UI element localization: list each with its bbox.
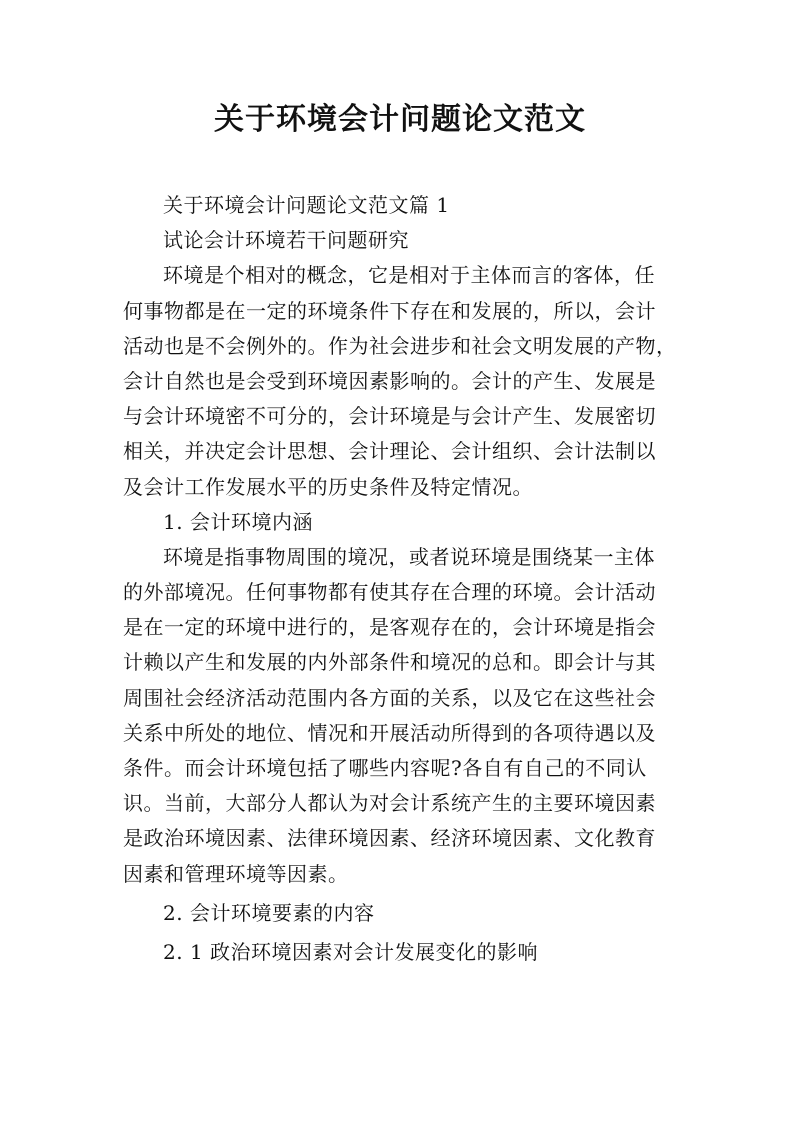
- paragraph-line: 是在一定的环境中进行的，是客观存在的，会计环境是指会: [123, 615, 656, 640]
- paragraph-line: 会计自然也是会受到环境因素影响的。会计的产生、发展是: [123, 368, 656, 393]
- paragraph-line: 因素和管理环境等因素。: [123, 861, 349, 886]
- document-body: [123, 188, 679, 970]
- paragraph-line: 与会计环境密不可分的，会计环境是与会计产生、发展密切: [123, 404, 656, 429]
- paragraph-line: 是政治环境因素、法律环境因素、经济环境因素、文化教育: [123, 826, 656, 851]
- section-heading: 关于环境会计问题论文范文篇 1: [163, 193, 450, 217]
- paragraph-line: 活动也是不会例外的。作为社会进步和社会文明发展的产物，: [123, 333, 677, 358]
- article-subtitle: 试论会计环境若干问题研究: [163, 228, 409, 253]
- section-heading: 1. 会计环境内涵: [163, 509, 313, 534]
- paragraph-line: 环境是个相对的概念，它是相对于主体而言的客体，任: [163, 263, 655, 288]
- document-title: 关于环境会计问题论文范文: [214, 102, 586, 137]
- paragraph-line: 的外部境况。任何事物都有使其存在合理的环境。会计活动: [123, 580, 656, 605]
- paragraph-line: 及会计工作发展水平的历史条件及特定情况。: [123, 474, 533, 499]
- paragraph-line: 相关，并决定会计思想、会计理论、会计组织、会计法制以: [123, 439, 656, 464]
- paragraph-line: 关系中所处的地位、情况和开展活动所得到的各项待遇以及: [123, 720, 656, 745]
- section-heading: 2. 会计环境要素的内容: [163, 900, 375, 925]
- paragraph-line: 何事物都是在一定的环境条件下存在和发展的，所以，会计: [123, 298, 656, 323]
- section-heading: 2. 1 政治环境因素对会计发展变化的影响: [163, 939, 539, 964]
- paragraph-line: 环境是指事物周围的境况，或者说环境是围绕某一主体: [163, 544, 655, 569]
- paragraph-line: 周围社会经济活动范围内各方面的关系，以及它在这些社会: [123, 685, 656, 710]
- paragraph-line: 识。当前，大部分人都认为对会计系统产生的主要环境因素: [123, 791, 656, 816]
- paragraph-line: 计赖以产生和发展的内外部条件和境况的总和。即会计与其: [123, 650, 656, 675]
- paragraph-line: 条件。而会计环境包括了哪些内容呢?各自有自己的不同认: [123, 756, 647, 780]
